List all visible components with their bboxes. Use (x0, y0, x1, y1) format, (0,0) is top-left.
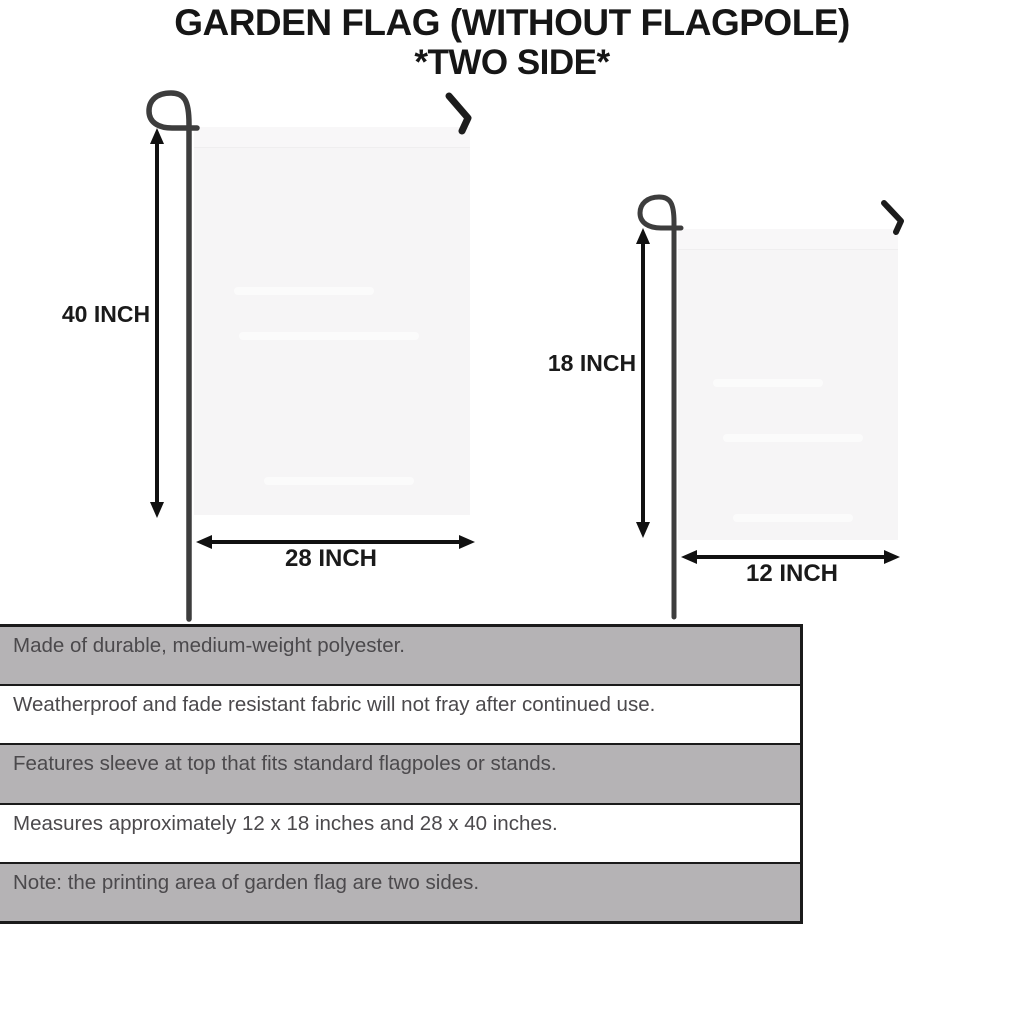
flag-crease (264, 477, 414, 485)
large-flag-sleeve (194, 127, 470, 148)
title-line-2: *TWO SIDE* (414, 43, 610, 83)
feature-row: Weatherproof and fade resistant fabric will not fray after continued use. (0, 686, 800, 745)
large-flagpole (149, 93, 197, 619)
small-flag-illustration (678, 229, 898, 540)
feature-row: Measures approximately 12 x 18 inches and 28 x 40 inches. (0, 805, 800, 864)
feature-row: Made of durable, medium-weight polyester. (0, 627, 800, 686)
large-flag-illustration (194, 127, 470, 515)
height-arrow-18 (636, 228, 650, 538)
flag-crease (713, 379, 823, 387)
small-flagpole (640, 197, 681, 617)
small-flag-width-label: 12 INCH (745, 560, 839, 587)
feature-row: Note: the printing area of garden flag are two sides. (0, 864, 800, 921)
page-title (0, 2, 1024, 83)
large-flag-height-label: 40 INCH (61, 301, 151, 327)
flag-crease (239, 332, 419, 340)
flag-crease (733, 514, 853, 522)
large-flag-hook (449, 96, 468, 131)
small-flag-hook (884, 203, 901, 232)
large-flag-width-label: 28 INCH (284, 545, 378, 572)
flag-crease (723, 434, 863, 442)
small-flag-sleeve (678, 229, 898, 250)
feature-table (0, 624, 803, 924)
flag-crease (234, 287, 374, 295)
feature-row: Features sleeve at top that fits standard flagpoles or stands. (0, 745, 800, 804)
title-line-1: GARDEN FLAG (WITHOUT FLAGPOLE) (174, 2, 850, 43)
small-flag-height-label: 18 INCH (547, 350, 637, 376)
